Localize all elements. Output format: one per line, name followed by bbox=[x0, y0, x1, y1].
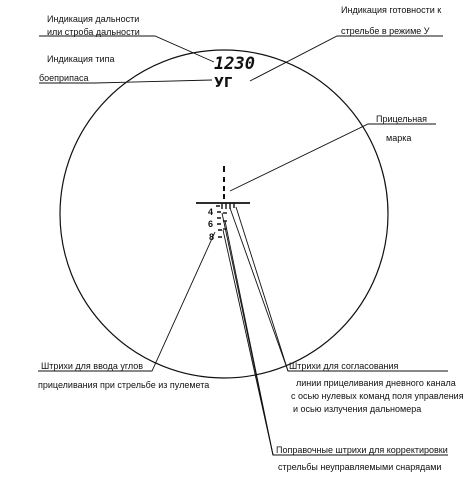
svg-text:с осью нулевых команд поля упр: с осью нулевых команд поля управления bbox=[291, 391, 464, 401]
label-ready-indication bbox=[341, 5, 441, 36]
svg-text:прицеливания при стрельбе из п: прицеливания при стрельбе из пулемета bbox=[38, 380, 210, 390]
aiming-mark bbox=[196, 166, 250, 203]
label-range-indication bbox=[47, 14, 140, 37]
range-readout: 1230 bbox=[214, 54, 255, 74]
label-aiming-mark bbox=[376, 114, 427, 143]
svg-text:Прицельная: Прицельная bbox=[376, 114, 428, 124]
svg-text:стрельбе в режиме У: стрельбе в режиме У bbox=[341, 26, 430, 36]
svg-text:линии прицеливания дневного ка: линии прицеливания дневного канала bbox=[296, 378, 456, 388]
label-alignment-ticks bbox=[289, 361, 464, 414]
svg-text:стрельбы неуправляемыми снаряд: стрельбы неуправляемыми снарядами bbox=[278, 462, 442, 472]
svg-text:Штрихи для согласования: Штрихи для согласования bbox=[289, 361, 399, 371]
label-correction-ticks bbox=[276, 445, 448, 472]
label-ammo-indication bbox=[39, 54, 114, 83]
label-mg-angle-ticks bbox=[38, 361, 209, 390]
scale-mark-8: 8 bbox=[209, 232, 215, 242]
svg-text:Индикация дальности: Индикация дальности bbox=[47, 14, 140, 24]
ammo-type-code: УГ bbox=[214, 76, 233, 91]
svg-text:боеприпаса: боеприпаса bbox=[39, 73, 89, 83]
mg-angle-scale bbox=[208, 206, 222, 242]
field-of-view-circle bbox=[60, 50, 388, 378]
svg-text:Штрихи для ввода углов: Штрихи для ввода углов bbox=[41, 361, 144, 371]
svg-text:Поправочные штрихи для коррект: Поправочные штрихи для корректировки bbox=[276, 445, 448, 455]
svg-text:Индикация типа: Индикация типа bbox=[47, 54, 115, 64]
scale-mark-6: 6 bbox=[208, 219, 214, 229]
svg-text:марка: марка bbox=[386, 133, 412, 143]
svg-text:и осью излучения дальномера: и осью излучения дальномера bbox=[293, 404, 422, 414]
svg-text:или строба дальности: или строба дальности bbox=[47, 27, 140, 37]
svg-text:Индикация готовности к: Индикация готовности к bbox=[341, 5, 442, 15]
scale-mark-4: 4 bbox=[208, 207, 214, 217]
